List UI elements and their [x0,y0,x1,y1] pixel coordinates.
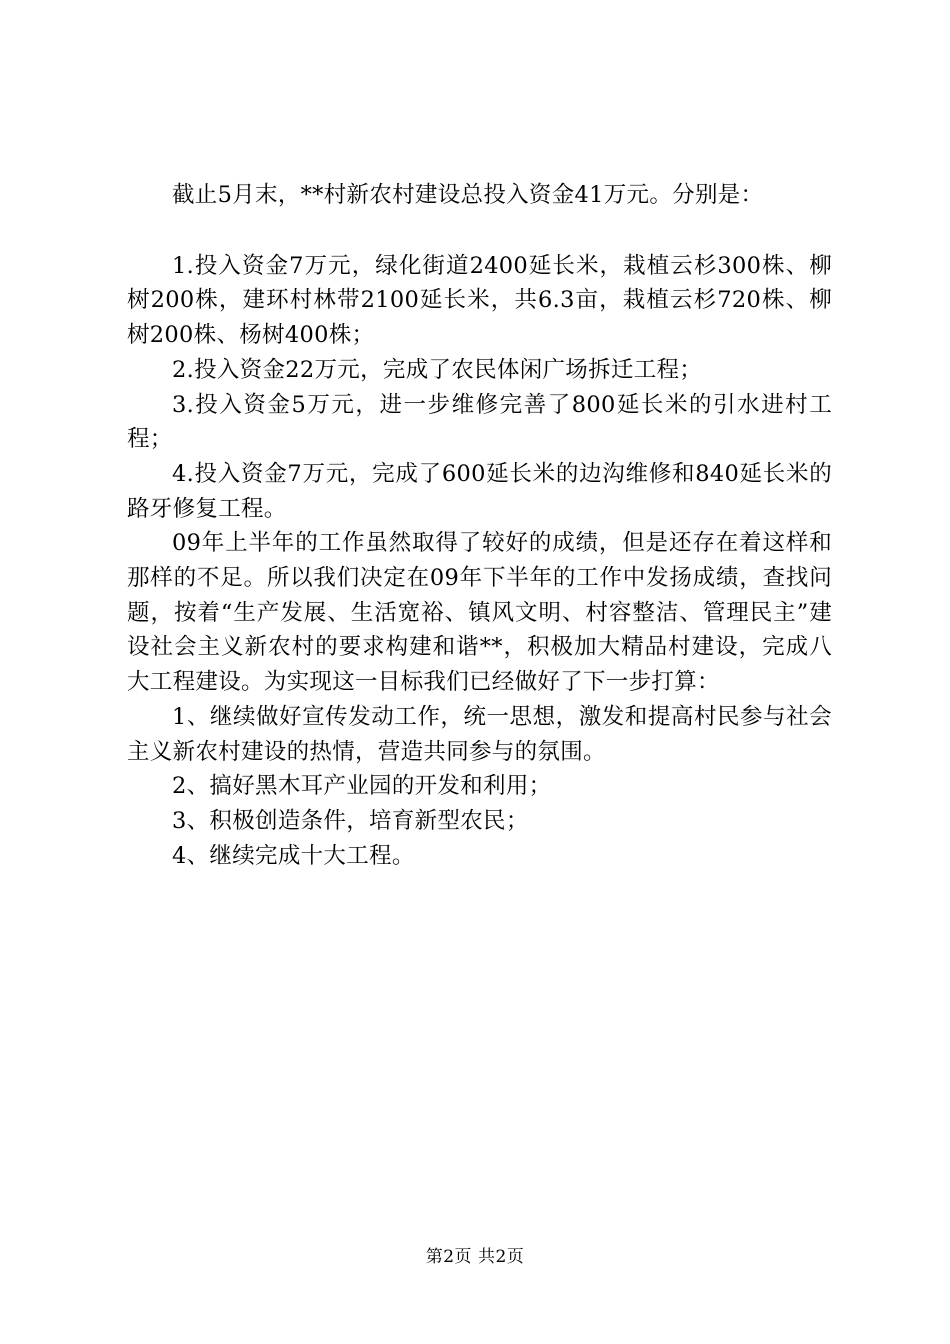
list-item-3: 3.投入资金5万元，进一步维修完善了800延长米的引水进村工程； [127,391,832,453]
plan-item-2: 2、搞好黑木耳产业园的开发和利用； [172,773,552,800]
intro-paragraph: 截止5月末，**村新农村建设总投入资金41万元。分别是： [172,182,764,208]
list-item-2: 2.投入资金22万元，完成了农民体闲广场拆迁工程； [172,356,703,383]
list-item-1: 1.投入资金7万元，绿化街道2400延长米，栽植云杉300株、柳树200株，建环村林带2100延长米，共6.3亩，栽植云杉720株、柳树200株、杨树400株； [127,252,832,349]
document-body [127,178,832,873]
page-number-footer: 第2页 共2页 [425,1247,525,1267]
summary-paragraph: 09年上半年的工作虽然取得了较好的成绩，但是还存在着这样和那样的不足。所以我们决定在09年下半年的工作中发扬成绩，查找问题，按着“生产发展、生活宽裕、镇风文明、村容整洁、管理民主”建设社会主义新农村的要求构建和谐**，积极加大精品村建设，完成八大工程建设。为实现这一目标我们已经做好了下一步打算： [127,530,832,696]
plan-item-1: 1、继续做好宣传发动工作，统一思想，激发和提高村民参与社会主义新农村建设的热情，营造共同参与的氛围。 [127,703,832,765]
plan-item-3: 3、积极创造条件，培育新型农民； [172,807,529,834]
plan-item-4: 4、继续完成十大工程。 [172,842,415,869]
list-item-4: 4.投入资金7万元，完成了600延长米的边沟维修和840延长米的路牙修复工程。 [127,460,832,522]
